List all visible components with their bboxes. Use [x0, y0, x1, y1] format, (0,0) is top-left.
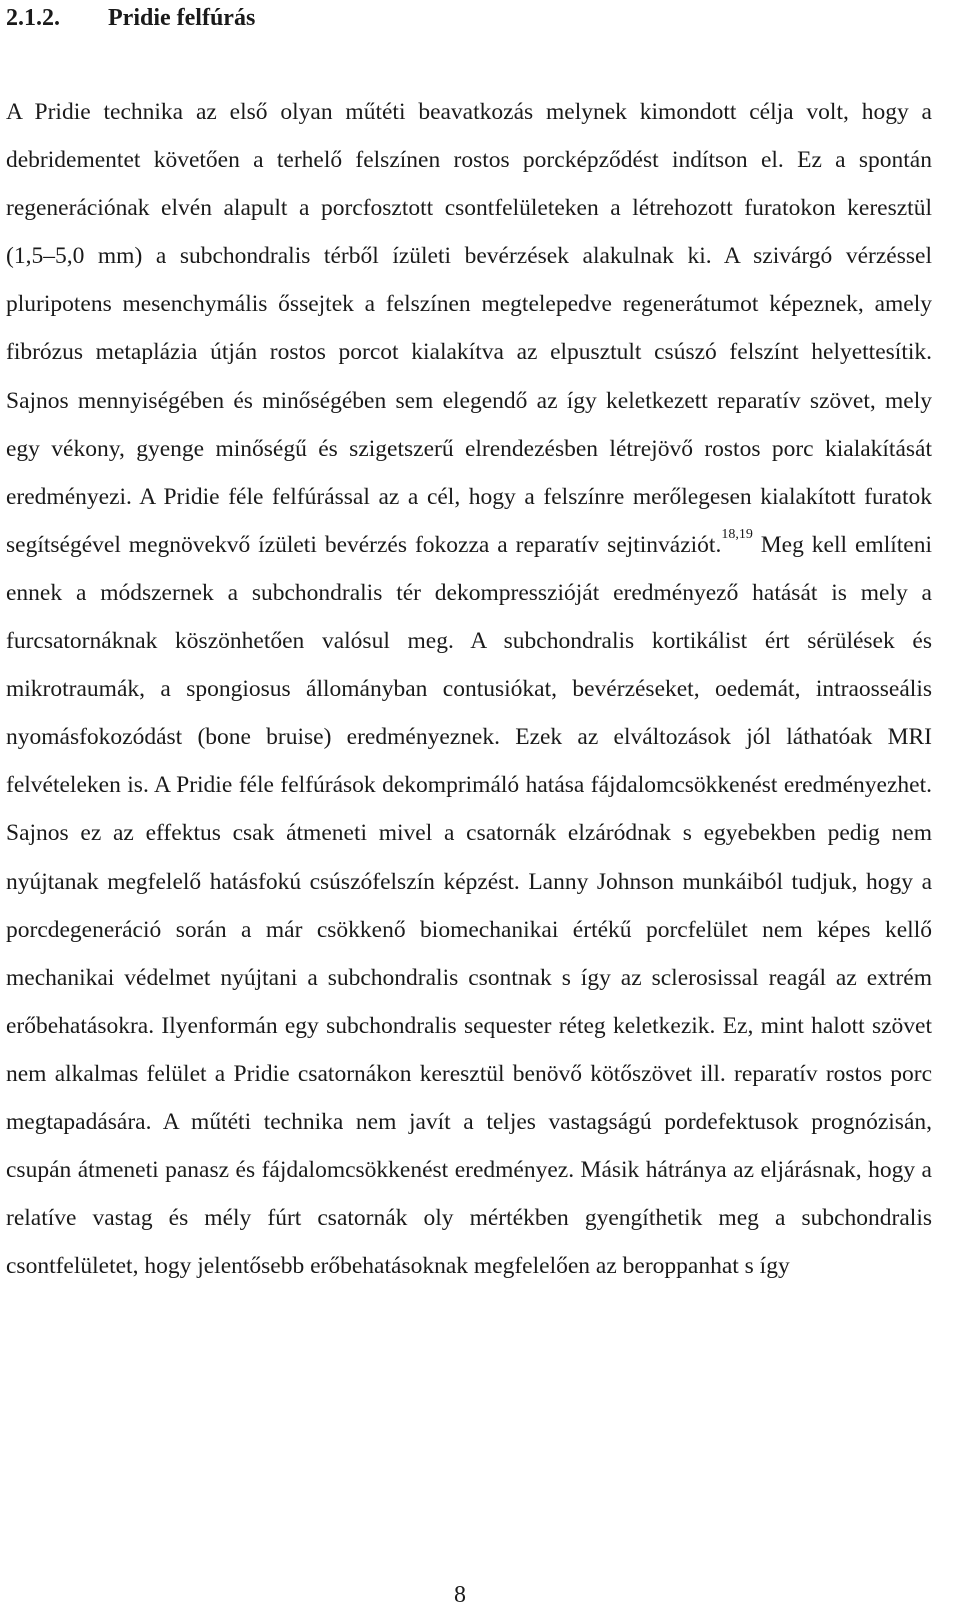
paragraph-text-part-1: A Pridie technika az első olyan műtéti beavatkozás melynek kimondott célja volt, hogy a debridementet követően a terhelő felszínen rostos porcképződést indítson el. Ez a spontán regenerációnak elvén alapult a porcfosztott csontfelületeken a létrehozott furatokon keresztül (1,5–5,0 mm) a subchondralis térből ízületi bevérzések alakulnak ki. A szivárgó vérzéssel pluripotens mesenchymális őssejtek a felszínen megtelepedve regenerátumot képeznek, amely fibrózus metaplázia útján rostos porcot kialakítva az elpusztult csúszó felszínt helyettesítik. Sajnos mennyiségében és minőségében sem elegendő az így keletkezett reparatív szövet, mely egy vékony, gyenge minőségű és szigetszerű elrendezésben létrejövő rostos porc kialakítását eredményezi. A Pridie féle felfúrással az a cél, hogy a felszínre merőlegesen kialakított furatok segítségével megnövekvő ízületi bevérzés fokozza a reparatív sejtinváziót.: [6, 99, 932, 558]
body-paragraph: [6, 88, 932, 1290]
citation-superscript: 18,19: [721, 526, 753, 542]
page-number: 8: [454, 1582, 466, 1608]
paragraph-text-part-2: Meg kell említeni ennek a módszernek a subchondralis tér dekompresszióját eredményező hatását is mely a furcsatornáknak köszönhetően valósul meg. A subchondralis kortikálist ért sérülések és mikrotraumák, a spongiosus állományban contusiókat, bevérzéseket, oedemát, intraosseális nyomásfokozódást (bone bruise) eredményeznek. Ezek az elváltozások jól láthatóak MRI felvételeken is. A Pridie féle felfúrások dekomprimáló hatása fájdalomcsökkenést eredményezhet. Sajnos ez az effektus csak átmeneti mivel a csatornák elzáródnak s egyebekben pedig nem nyújtanak megfelelő hatásfokú csúszófelszín képzést. Lanny Johnson munkáiból tudjuk, hogy a porcdegeneráció során a már csökkenő biomechanikai értékű porcfelület nem képes kellő mechanikai védelmet nyújtani a subchondralis csontnak s így az sclerosissal reagál az extrém erőbehatásokra. Ilyenformán egy subchondralis sequester réteg keletkezik. Ez, mint halott szövet nem alkalmas felület a Pridie csatornákon keresztül benövő kötőszövet ill. reparatív rostos porc megtapadására. A műtéti technika nem javít a teljes vastagságú pordefektusok prognózisán, csupán átmeneti panasz és fájdalomcsökkenést eredményez. Másik hátránya az eljárásnak, hogy a relatíve vastag és mély fúrt csatornák oly mértékben gyengíthetik meg a subchondralis csontfelületet, hogy jelentősebb erőbehatásoknak megfelelően az beroppanhat s így: [6, 531, 932, 1280]
section-number: 2.1.2.: [6, 5, 60, 31]
section-title: Pridie felfúrás: [108, 5, 256, 31]
section-heading: [6, 2, 255, 34]
